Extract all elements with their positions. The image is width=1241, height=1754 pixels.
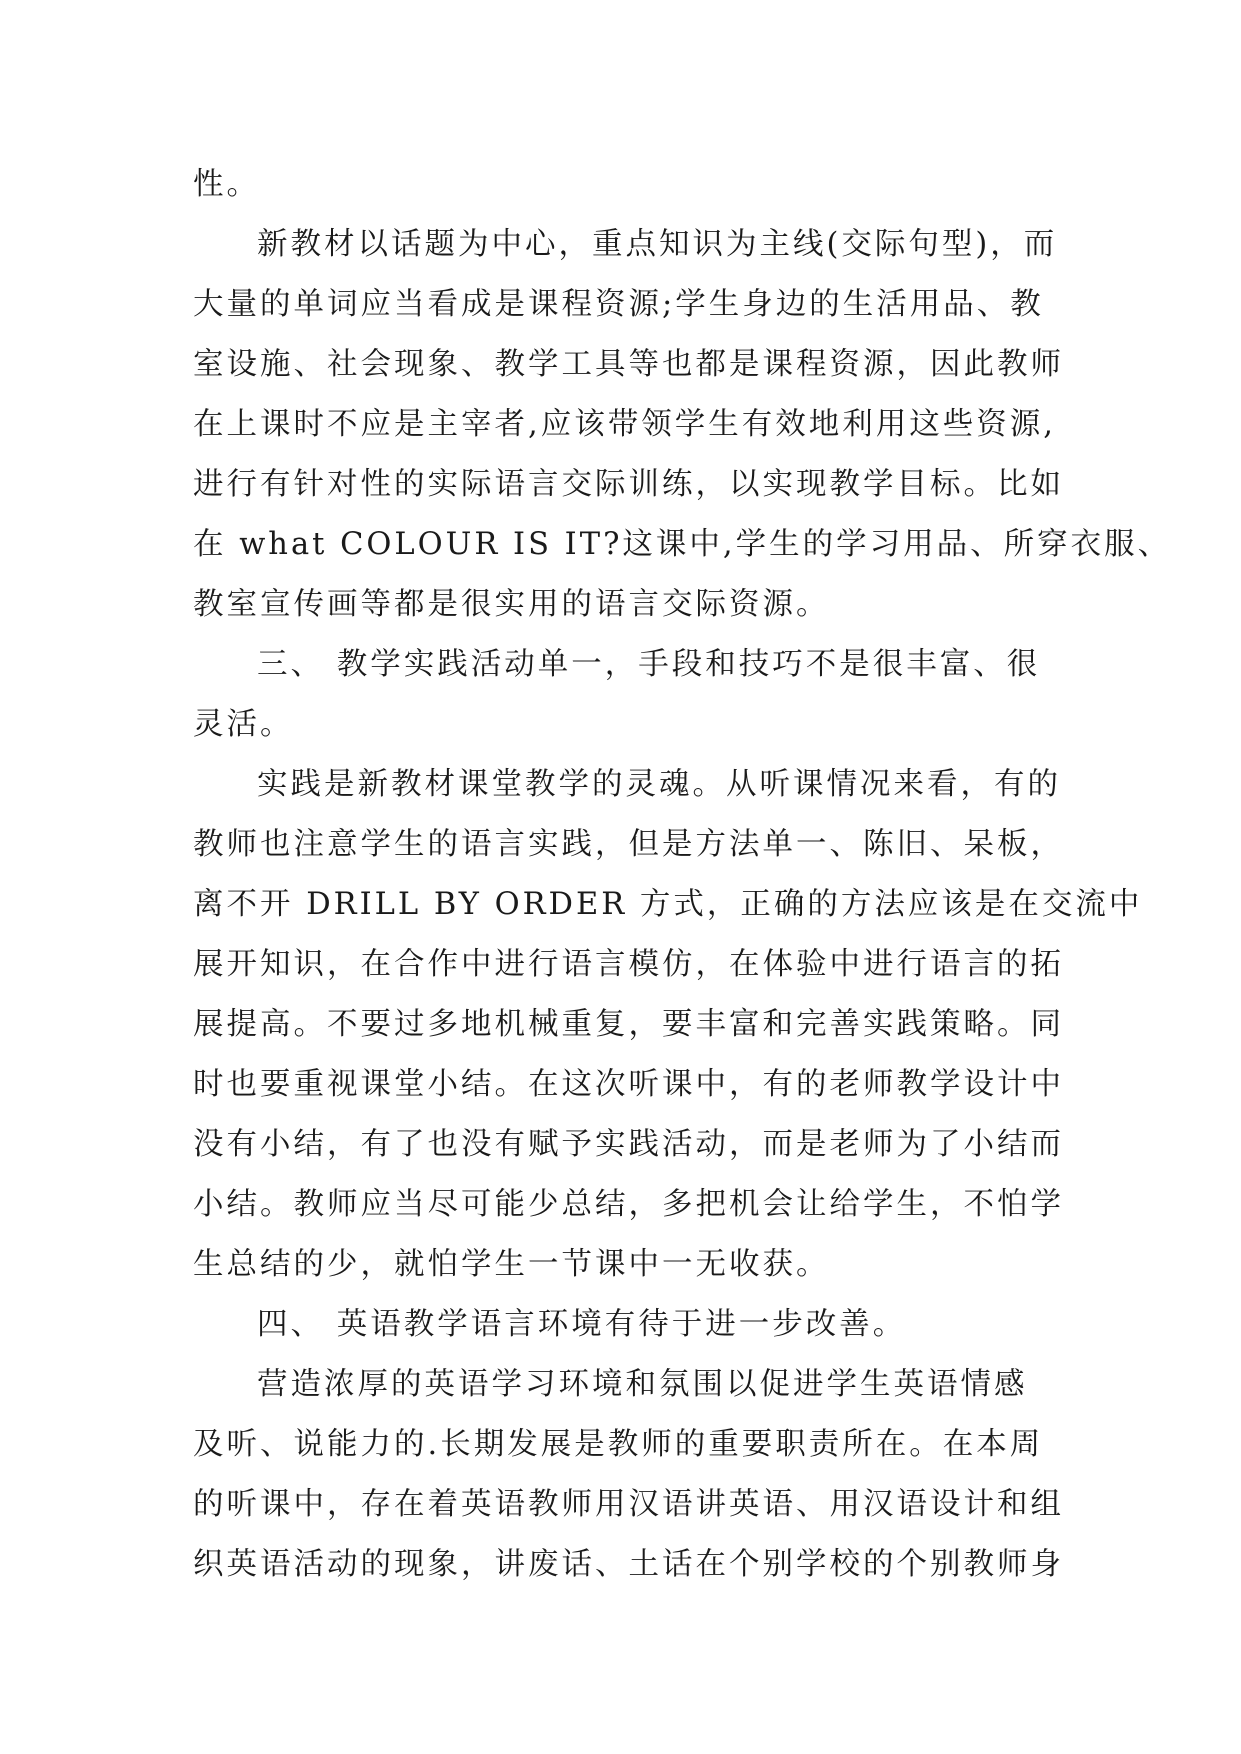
text-line: 三、 教学实践活动单一，手段和技巧不是很丰富、很 xyxy=(257,647,1041,682)
text-line: 大量的单词应当看成是课程资源;学生身边的生活用品、教 xyxy=(193,287,1044,322)
text-line: 在上课时不应是主宰者,应该带领学生有效地利用这些资源, xyxy=(193,407,1056,442)
text-line: 小结。教师应当尽可能少总结，多把机会让给学生，不怕学 xyxy=(193,1187,1064,1222)
text-line: 展提高。不要过多地机械重复，要丰富和完善实践策略。同 xyxy=(193,1007,1064,1042)
text-line: 性。 xyxy=(193,167,260,202)
text-line: 进行有针对性的实际语言交际训练，以实现教学目标。比如 xyxy=(193,467,1064,502)
text-line: 在 what COLOUR IS IT?这课中,学生的学习用品、所穿衣服、 xyxy=(193,527,1172,562)
document-body xyxy=(193,155,1172,1595)
text-line: 实践是新教材课堂教学的灵魂。从听课情况来看，有的 xyxy=(257,767,1061,802)
text-line: 室设施、社会现象、教学工具等也都是课程资源，因此教师 xyxy=(193,347,1064,382)
text-line: 的听课中，存在着英语教师用汉语讲英语、用汉语设计和组 xyxy=(193,1487,1064,1522)
text-line: 及听、说能力的.长期发展是教师的重要职责所在。在本周 xyxy=(193,1427,1044,1462)
text-line: 生总结的少，就怕学生一节课中一无收获。 xyxy=(193,1247,830,1282)
text-line: 教室宣传画等都是很实用的语言交际资源。 xyxy=(193,587,830,622)
text-line: 四、 英语教学语言环境有待于进一步改善。 xyxy=(257,1307,907,1342)
text-line: 展开知识，在合作中进行语言模仿，在体验中进行语言的拓 xyxy=(193,947,1064,982)
text-line: 时也要重视课堂小结。在这次听课中，有的老师教学设计中 xyxy=(193,1067,1064,1102)
text-line: 教师也注意学生的语言实践，但是方法单一、陈旧、呆板， xyxy=(193,827,1064,862)
text-line: 灵活。 xyxy=(193,707,294,742)
text-line: 离不开 DRILL BY ORDER 方式，正确的方法应该是在交流中 xyxy=(193,887,1143,922)
text-line: 没有小结，有了也没有赋予实践活动，而是老师为了小结而 xyxy=(193,1127,1064,1162)
text-line: 营造浓厚的英语学习环境和氛围以促进学生英语情感 xyxy=(257,1367,1028,1402)
text-line: 织英语活动的现象，讲废话、土话在个别学校的个别教师身 xyxy=(193,1547,1064,1582)
text-line: 新教材以话题为中心，重点知识为主线(交际句型)，而 xyxy=(257,227,1058,262)
